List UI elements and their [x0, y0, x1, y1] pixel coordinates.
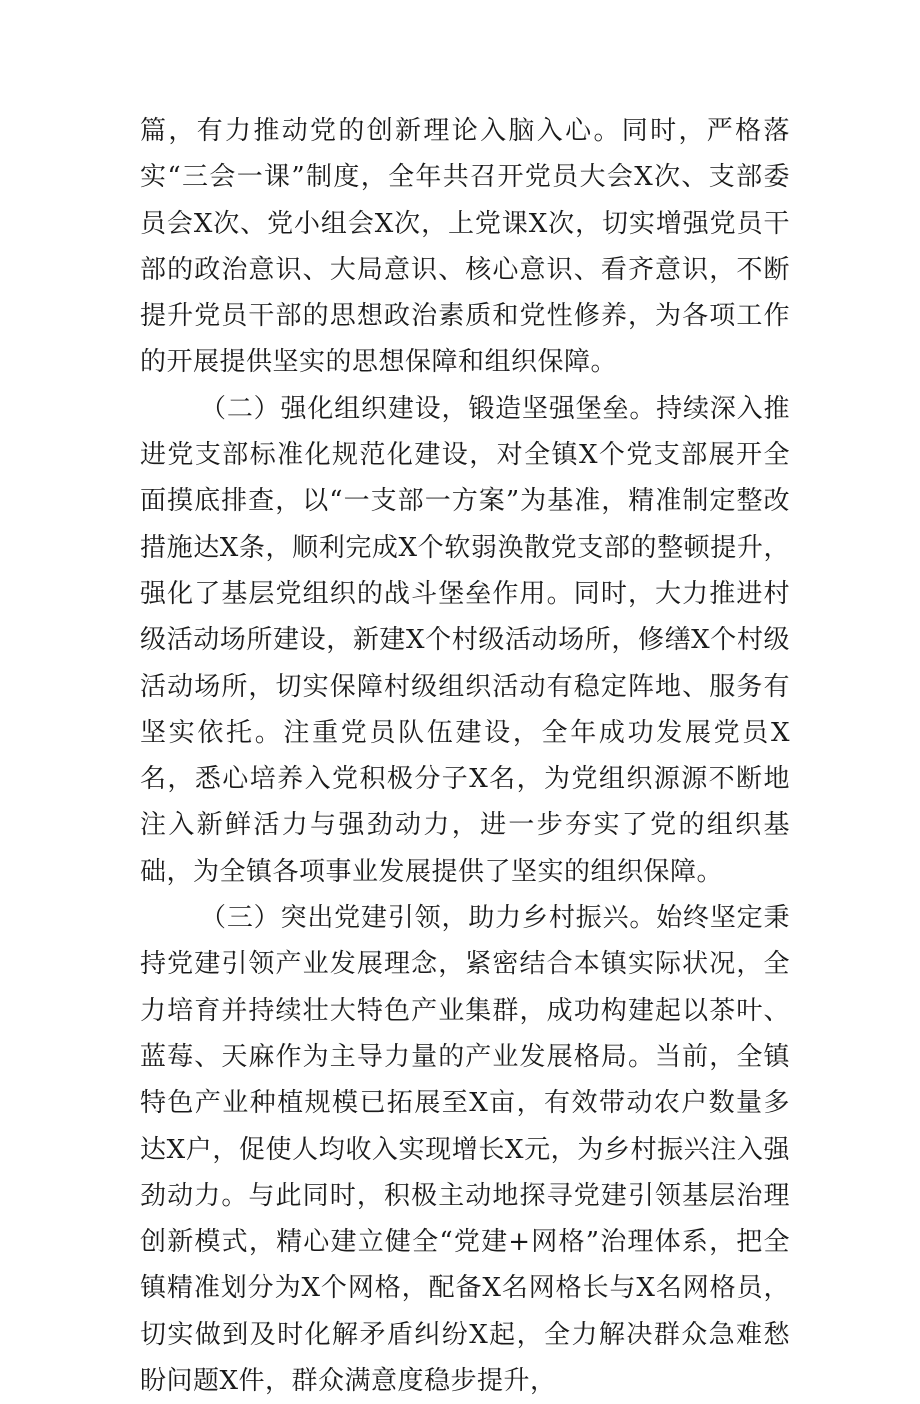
- document-body: [140, 108, 790, 1404]
- paragraph-rural-revitalization: （三）突出党建引领，助力乡村振兴。始终坚定秉持党建引领产业发展理念，紧密结合本镇实际状况，全力培育并持续壮大特色产业集群，成功构建起以茶叶、蓝莓、天麻作为主导力量的产业发展格局。当前，全镇特色产业种植规模已拓展至X亩，有效带动农户数量多达X户，促使人均收入实现增长X元，为乡村振兴注入强劲动力。与此同时，积极主动地探寻党建引领基层治理创新模式，精心建立健全“党建+网格”治理体系，把全镇精准划分为X个网格，配备X名网格长与X名网格员，切实做到及时化解矛盾纠纷X起，全力解决群众急难愁盼问题X件，群众满意度稳步提升，: [140, 903, 790, 1397]
- paragraph-continued: 篇，有力推动党的创新理论入脑入心。同时，严格落实“三会一课”制度，全年共召开党员大会X次、支部委员会X次、党小组会X次，上党课X次，切实增强党员干部的政治意识、大局意识、核心意识、看齐意识，不断提升党员干部的思想政治素质和党性修养，为各项工作的开展提供坚实的思想保障和组织保障。: [140, 116, 790, 378]
- paragraph-organization-building: （二）强化组织建设，锻造坚强堡垒。持续深入推进党支部标准化规范化建设，对全镇X个党支部展开全面摸底排查，以“一支部一方案”为基准，精准制定整改措施达X条，顺利完成X个软弱涣散党支部的整顿提升，强化了基层党组织的战斗堡垒作用。同时，大力推进村级活动场所建设，新建X个村级活动场所，修缮X个村级活动场所，切实保障村级组织活动有稳定阵地、服务有坚实依托。注重党员队伍建设，全年成功发展党员X名，悉心培养入党积极分子X名，为党组织源源不断地注入新鲜活力与强劲动力，进一步夯实了党的组织基础，为全镇各项事业发展提供了坚实的组织保障。: [140, 393, 790, 887]
